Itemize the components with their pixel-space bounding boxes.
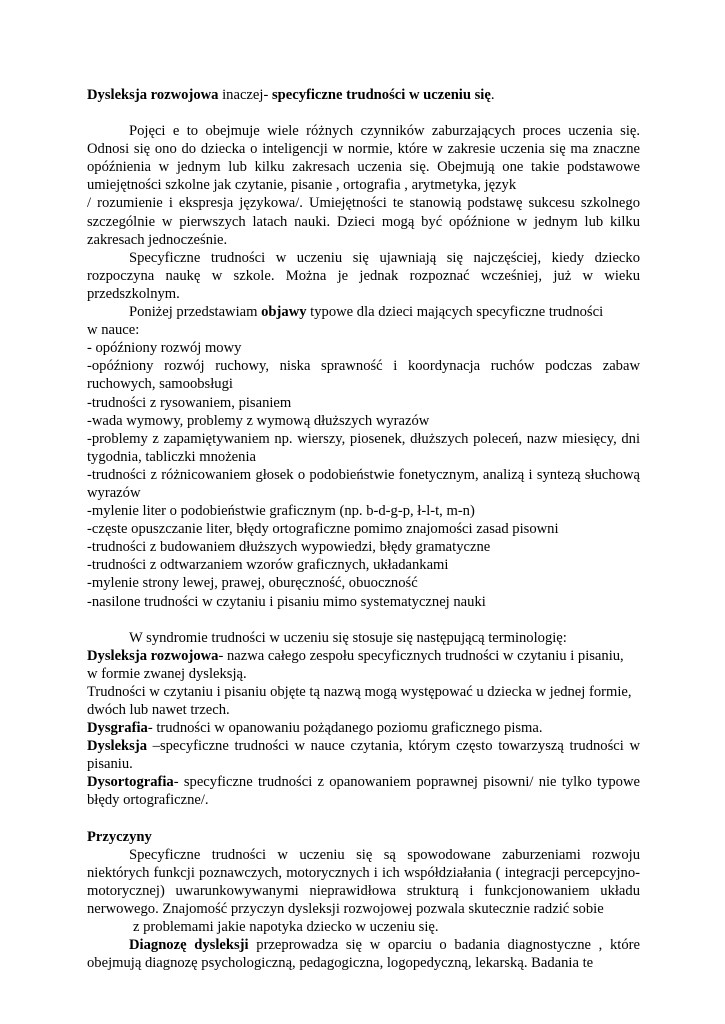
term-dysortografia [87,773,640,809]
list-item: -częste opuszczanie liter, błędy ortograficzne pomimo znajomości zasad pisowni [87,521,559,538]
title-period: . [490,87,495,103]
list-item: -opóźniony rozwój ruchowy, niska sprawność i koordynacja ruchów podczas zabaw ruchowych, samoobsługi [87,358,640,393]
intro-paragraph-3: Specyficzne trudności w uczeniu się ujawniają się najczęściej, kiedy dziecko rozpoczyna naukę w szkole. Można je jednak rozpoznać wcześniej, już w wieku przedszkolnym. [87,249,640,302]
causes-paragraph: Specyficzne trudności w uczeniu się są spowodowane zaburzeniami rozwoju niektórych funkcji poznawczych, motorycznych i ich współdziałania ( integracji percepcyjno-motorycznej) uwarunkowywanymi nieprawidłowa strukturą i funkcjonowaniem układu nerwowego. Znajomość przyczyn dysleksji rozwojowej pozwala skutecznie radzić sobie [87,846,640,917]
title-term: Dysleksja rozwojowa [87,87,223,103]
symptoms-list [87,339,640,610]
terminology-intro: W syndromie trudności w uczeniu się stosuje się następującą terminologię: [129,629,567,646]
list-item: -trudności z rysowaniem, pisaniem [87,394,292,411]
list-item: -mylenie strony lewej, prawej, oburęczność, obuoczność [87,575,418,592]
term-dysgrafia [87,719,640,737]
causes-heading: Przyczyny [87,828,152,845]
term-dysleksja-rozwojowa-continued: w formie zwanej dysleksją. [87,665,247,682]
causes-paragraph-continued: z problemami jakie napotyka dziecko w uczeniu się. [133,919,439,936]
list-item: -nasilone trudności w czytaniu i pisaniu mimo systematycznej nauki [87,593,486,610]
list-item: - opóźniony rozwój mowy [87,340,242,357]
symptoms-intro-continued: w nauce: [87,322,140,339]
intro-paragraph-1: Pojęci e to obejmuje wiele różnych czynników zaburzających proces uczenia się. Odnosi się ono do dziecka o inteligencji w normie, które w zakresie uczenia się ma znaczne opóźnienia w jednym lub kilku zakresach uczenia się. Obejmują one takie podstawowe umiejętności szkolne jak czytanie, pisanie , ortografia , arytmetyka, język [87,123,640,194]
list-item: -wada wymowy, problemy z wymową dłuższych wyrazów [87,412,430,429]
list-item: -trudności z budowaniem dłuższych wypowiedzi, błędy gramatyczne [87,539,491,556]
term-dysleksja [87,737,640,773]
list-item: -trudności z różnicowaniem głosek o podobieństwie fonetycznym, analizą i syntezą słuchową wyrazów [87,466,640,501]
symptoms-intro: Poniżej przedstawiam objawy typowe dla dzieci mających specyficzne trudności [129,304,604,321]
diagnosis-keyword: Diagnozę dysleksji [129,937,249,954]
term-dysleksja-rozwojowa [87,647,640,665]
list-item: -mylenie liter o podobieństwie graficznym (np. b-d-g-p, ł-l-t, m-n) [87,503,475,520]
symptoms-keyword: objawy [261,304,307,321]
combined-forms-note: Trudności w czytaniu i pisaniu objęte tą nazwą mogą występować u dziecka w jednej formie, dwóch lub nawet trzech. [87,683,632,718]
document-title [87,86,640,104]
list-item: -trudności z odtwarzaniem wzorów graficznych, układankami [87,557,449,574]
document-body [87,86,640,972]
term-label: Dysleksja rozwojowa [87,647,219,664]
term-label: Dysleksja [87,738,147,755]
term-definition: - specyficzne trudności z opanowaniem poprawnej pisowni/ nie tylko typowe błędy ortograficzne/. [87,774,640,809]
title-connector: inaczej- [222,87,272,103]
diagnosis-paragraph: Diagnozę dysleksji przeprowadza się w oparciu o badania diagnostyczne , które obejmują diagnozę psychologiczną, pedagogiczna, logopedyczną, lekarską. Badania te [87,937,640,972]
term-definition: - trudności w opanowaniu pożądanego poziomu graficznego pisma. [147,720,543,737]
term-label: Dysortografia [87,774,174,791]
list-item: -problemy z zapamiętywaniem np. wierszy, piosenek, dłuższych poleceń, nazw miesięcy, dni tygodnia, tabliczki mnożenia [87,430,640,465]
intro-paragraph-2: / rozumienie i ekspresja językowa/. Umiejętności te stanowią podstawę sukcesu szkolnego szczególnie w pierwszych latach nauki. Dzieci mogą być opóźnione w jednym lub kilku zakresach jednocześnie. [87,195,640,248]
term-definition: –specyficzne trudności w nauce czytania, którym często towarzyszą trudności w pisaniu. [87,738,640,773]
term-definition: - nazwa całego zespołu specyficznych trudności w czytaniu i pisaniu, [218,647,624,664]
term-label: Dysgrafia [87,720,148,737]
title-subject: specyficzne trudności w uczeniu się [271,87,491,103]
